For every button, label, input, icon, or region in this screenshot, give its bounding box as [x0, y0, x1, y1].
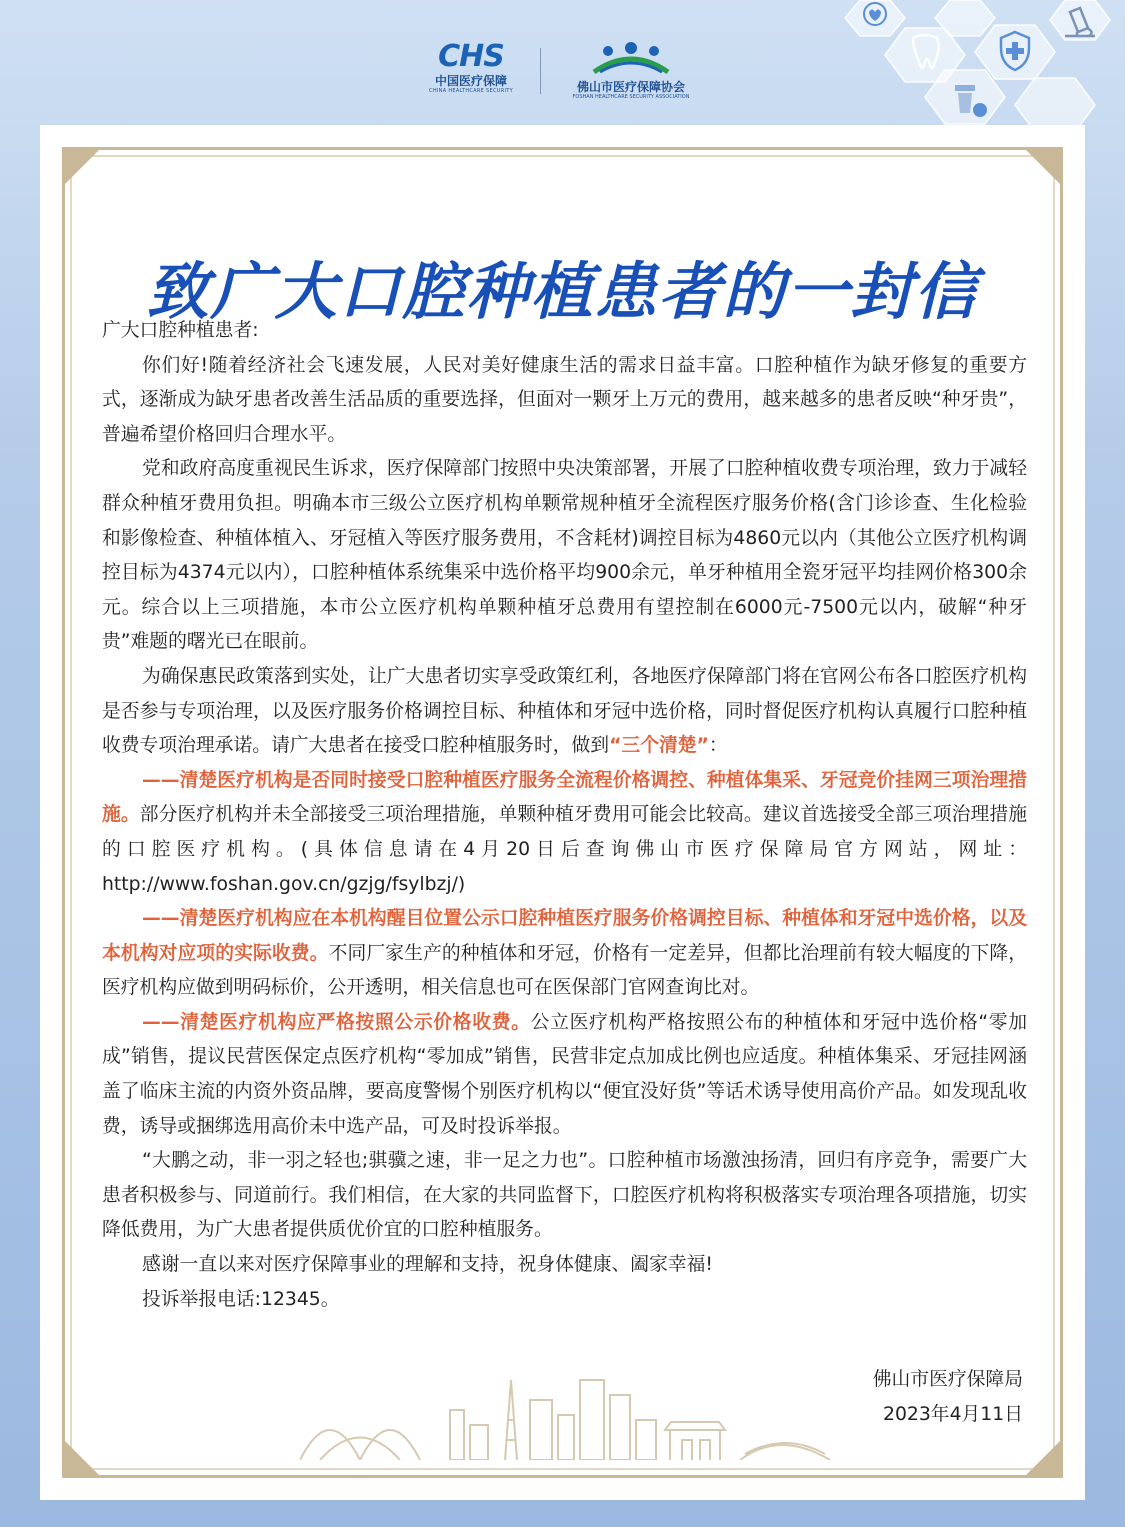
- people-icon: [586, 42, 676, 76]
- paragraph-5-text: 不同厂家生产的种植体和牙冠，价格有一定差异，但都比治理前有较大幅度的下降，医疗机构应做到明码标价，公开透明，相关信息也可在医保部门官网查询比对。: [102, 942, 1028, 999]
- header-logos: [0, 38, 1125, 108]
- paragraph-2: 党和政府高度重视民生诉求，医疗保障部门按照中央决策部署，开展了口腔种植收费专项治理，致力于减轻群众种植牙费用负担。明确本市三级公立医疗机构单颗常规种植牙全流程医疗服务价格(含门诊诊查、生化检验和影像检查、种植体植入、牙冠植入等医疗服务费用，不含耗材)调控目标为4860元以内（其他公立医疗机构调控目标为4374元以内），口腔种植体系统集采中选价格平均900余元，单牙种植用全瓷牙冠平均挂网价格300余元。综合以上三项措施，本市公立医疗机构单颗种植牙总费用有望控制在6000元-7500元以内，破解“种牙贵”难题的曙光已在眼前。: [102, 458, 1027, 653]
- foshan-logo-en: FOSHAN HEALTHCARE SECURITY ASSOCIATION: [572, 94, 690, 100]
- chs-logo-en: CHINA HEALTHCARE SECURITY: [429, 88, 513, 94]
- paragraph-4-highlight: ——清楚医疗机构是否同时接受口腔种植医疗服务全流程价格调控、种植体集采、牙冠竞价挂网三项治理措施。: [102, 769, 1027, 826]
- paragraph-6: [102, 1006, 1027, 1144]
- paragraph-9: 投诉举报电话:12345。: [142, 1288, 340, 1310]
- signature-org: 佛山市医疗保障局: [872, 1369, 1023, 1390]
- letter-body: [102, 314, 1027, 1317]
- paragraph-1: 你们好!随着经济社会飞速发展，人民对美好健康生活的需求日益丰富。口腔种植作为缺牙修复的重要方式，逐渐成为缺牙患者改善生活品质的重要选择，但面对一颗牙上万元的费用，越来越多的患者反映“种牙贵”，普遍希望价格回归合理水平。: [102, 354, 1027, 445]
- logo-divider: [540, 48, 541, 94]
- paragraph-4-text: 部分医疗机构并未全部接受三项治理措施，单颗种植牙费用可能会比较高。建议首选接受全部三项治理措施的口腔医疗机构。(具体信息请在4月20日后查询佛山市医疗保障局官方网站，网址：http://www.foshan.gov.cn/gzjg/fsylbzj/): [102, 804, 1028, 895]
- paragraph-3-end: ：: [708, 735, 728, 757]
- paragraph-5-highlight: ——清楚医疗机构应在本机构醒目位置公示口腔种植医疗服务价格调控目标、种植体和牙冠中选价格，以及本机构对应项的实际收费。: [102, 908, 1027, 964]
- city-skyline-illustration: [300, 1370, 840, 1460]
- paragraph-7: “大鹏之动，非一羽之轻也;骐骥之速，非一足之力也”。口腔种植市场激浊扬清，回归有序竞争，需要广大患者积极参与、同道前行。我们相信，在大家的共同监督下，口腔医疗机构将积极落实专项治理各项措施，切实降低费用，为广大患者提供质优价宜的口腔种植服务。: [102, 1150, 1027, 1241]
- china-healthcare-security-logo: [422, 40, 520, 100]
- signature-date: 2023年4月11日: [883, 1404, 1023, 1425]
- chs-logo-mark: CHS: [438, 39, 504, 74]
- paragraph-6-text: 公立医疗机构严格按照公布的种植体和牙冠中选价格“零加成”销售，提议民营医保定点医疗机构“零加成”销售，民营非定点加成比例也应适度。种植体集采、牙冠挂网涵盖了临床主流的内资外资品牌，要高度警惕个别医疗机构以“便宜没好货”等话术诱导使用高价产品。如发现乱收费，诱导或捆绑选用高价未中选产品，可及时投诉举报。: [102, 1011, 1028, 1137]
- foshan-association-logo: [556, 42, 706, 102]
- three-clears-highlight: “三个清楚”: [609, 735, 709, 757]
- paragraph-6-highlight: ——清楚医疗机构应严格按照公示价格收费。: [142, 1011, 531, 1033]
- paragraph-4: [102, 764, 1027, 902]
- paragraph-3: [102, 660, 1027, 764]
- paragraph-8: 感谢一直以来对医疗保障事业的理解和支持，祝身体健康、阖家幸福!: [142, 1254, 713, 1276]
- paragraph-3-text: 为确保惠民政策落到实处，让广大患者切实享受政策红利，各地医疗保障部门将在官网公布各口腔医疗机构是否参与专项治理，以及医疗服务价格调控目标、种植体和牙冠中选价格，同时督促医疗机构认真履行口腔种植收费专项治理承诺。请广大患者在接受口腔种植服务时，做到: [102, 665, 1027, 757]
- foshan-logo-cn: 佛山市医疗保障协会: [576, 80, 685, 94]
- letter-title: 致广大口腔种植患者的一封信: [146, 254, 979, 328]
- chs-logo-cn: 中国医疗保障: [434, 74, 507, 88]
- paragraph-5: [102, 902, 1027, 1006]
- salutation: 广大口腔种植患者:: [102, 320, 259, 341]
